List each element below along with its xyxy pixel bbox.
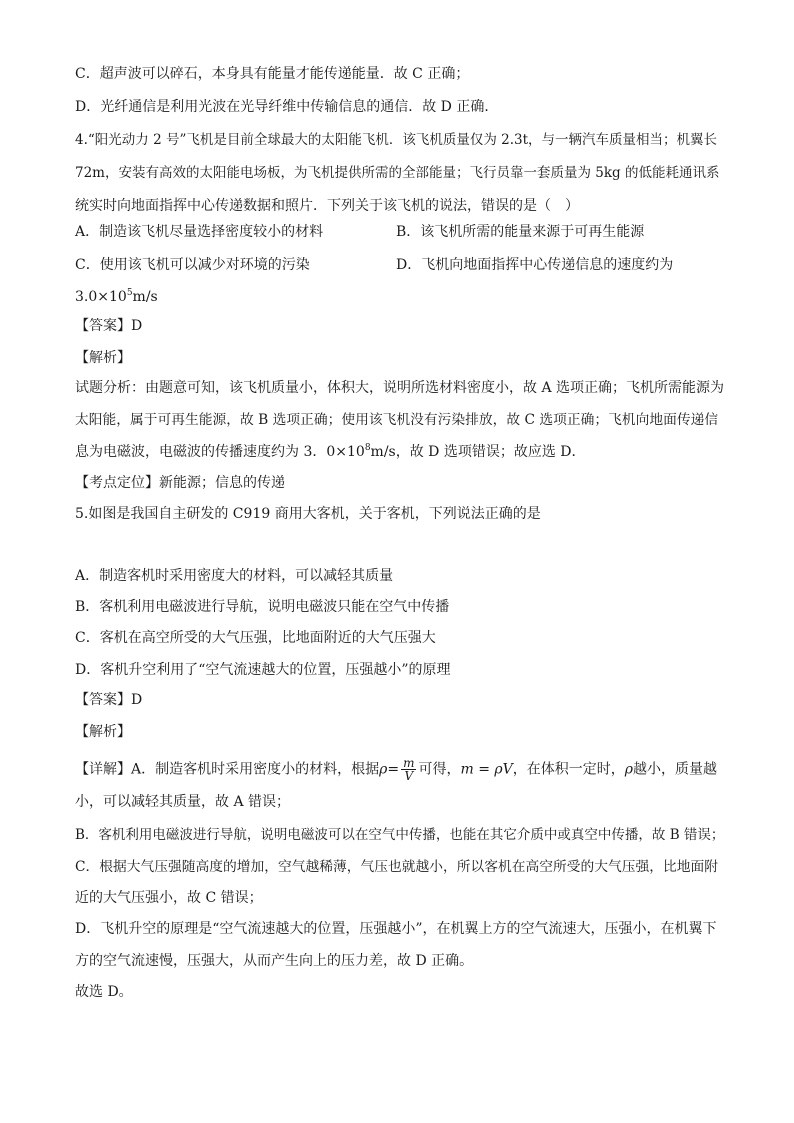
q5-detail-line-c1: C．根据大气压强随高度的增加，空气越稀薄，气压也就越小，所以客机在高空所受的大气压强，比地面附 — [75, 859, 719, 875]
q4-option-d-exponent: 5 — [126, 288, 133, 298]
mass-formula: m = ρV — [460, 761, 513, 778]
q4-stem-line-2: 72m，安装有高效的太阳能电场板，为飞机提供所需的全部能量；飞行员靠一套质量为 5kg 的低能耗通讯系 — [75, 165, 720, 181]
q5-detail-a-part-3: ，在体积一定时， — [512, 761, 625, 778]
q5-detail-line-c2: 近的大气压强小，故 C 错误； — [75, 890, 263, 906]
q4-stem-line-3: 统实时向地面指挥中心传递数据和照片．下列关于该飞机的说法，错误的是（ ） — [75, 198, 579, 214]
q5-stem: 5.如图是我国自主研发的 C919 商用大客机，关于客机，下列说法正确的是 — [75, 506, 541, 522]
fraction-numerator: m — [403, 756, 415, 770]
q5-analysis-heading: 【解析】 — [75, 724, 131, 740]
q5-detail-line-d1: D．飞机升空的原理是“空气流速越大的位置，压强越小”，在机翼上方的空气流速大，压强小，在机翼下 — [75, 921, 717, 937]
q4-answer: 【答案】D — [75, 318, 143, 334]
q4-stem-line-1: 4.“阳光动力 2 号”飞机是目前全球最大的太阳能飞机．该飞机质量仅为 2.3t，与一辆汽车质量相当；机翼长 — [75, 132, 718, 148]
density-symbol: ρ — [379, 761, 388, 778]
q4-option-c: C．使用该飞机可以减少对环境的污染 — [75, 257, 310, 273]
q4-option-d-base: 3.0×10 — [75, 289, 127, 305]
q4-option-d-unit: m/s — [132, 289, 158, 305]
q4-explanation-line-3-part-2: m/s，故 D 选项错误；故应选 D． — [370, 444, 586, 460]
q5-answer: 【答案】D — [75, 692, 143, 708]
q5-option-c: C．客机在高空所受的大气压强，比地面附近的大气压强大 — [75, 630, 436, 646]
q4-knowledge-point: 【考点定位】新能源；信息的传递 — [75, 475, 285, 491]
q5-option-a: A．制造客机时采用密度大的材料，可以减轻其质量 — [75, 568, 394, 584]
q4-analysis-heading: 【解析】 — [75, 350, 131, 366]
q5-conclusion: 故选 D。 — [75, 984, 133, 1000]
equals-sign: = — [387, 761, 400, 778]
q5-detail-line-d2: 方的空气流速慢，压强大，从而产生向上的压力差，故 D 正确。 — [75, 953, 474, 969]
q5-option-b: B．客机利用电磁波进行导航，说明电磁波只能在空气中传播 — [75, 599, 450, 615]
q3-option-c-explanation: C．超声波可以碎石，本身具有能量才能传递能量．故 C 正确； — [75, 66, 470, 82]
q4-option-a: A．制造该飞机尽量选择密度较小的材料 — [75, 224, 324, 240]
density-symbol-2: ρ — [624, 761, 633, 778]
q5-detail-line-b: B．客机利用电磁波进行导航，说明电磁波可以在空气中传播，也能在其它介质中或真空中传播，故 B 错误； — [75, 827, 725, 843]
q5-detail-line-a-cont: 小，可以减轻其质量，故 A 错误； — [75, 794, 291, 810]
q4-explanation-line-1: 试题分析：由题意可知，该飞机质量小，体积大，说明所选材料密度小，故 A 选项正确；飞机所需能源为 — [75, 380, 725, 396]
q5-detail-a-part-1: 【详解】A．制造客机时采用密度小的材料，根据 — [75, 761, 380, 778]
q3-option-d-explanation: D．光纤通信是利用光波在光导纤维中传输信息的通信．故 D 正确． — [75, 99, 499, 115]
q4-explanation-line-3 — [75, 442, 586, 462]
q5-detail-a-part-2: 可得， — [418, 761, 461, 778]
q5-option-d: D．客机升空利用了“空气流速越大的位置，压强越小”的原理 — [75, 662, 451, 678]
q4-explanation-exponent: 8 — [364, 443, 371, 453]
q4-option-d: D．飞机向地面指挥中心传递信息的速度约为 — [396, 257, 674, 273]
q4-explanation-line-3-part-1: 息为电磁波，电磁波的传播速度约为 3．0×10 — [75, 444, 365, 460]
q4-explanation-line-2: 太阳能，属于可再生能源，故 B 选项正确；使用该飞机没有污染排放，故 C 选项正确；飞机向地面传递信 — [75, 412, 719, 428]
density-fraction — [401, 757, 416, 782]
q4-option-b: B．该飞机所需的能量来源于可再生能源 — [396, 224, 645, 240]
q5-detail-line-a — [75, 757, 717, 782]
q4-option-d-value — [75, 287, 158, 307]
q5-detail-a-part-4: 越小，质量越 — [632, 761, 717, 778]
fraction-denominator: V — [404, 769, 414, 783]
